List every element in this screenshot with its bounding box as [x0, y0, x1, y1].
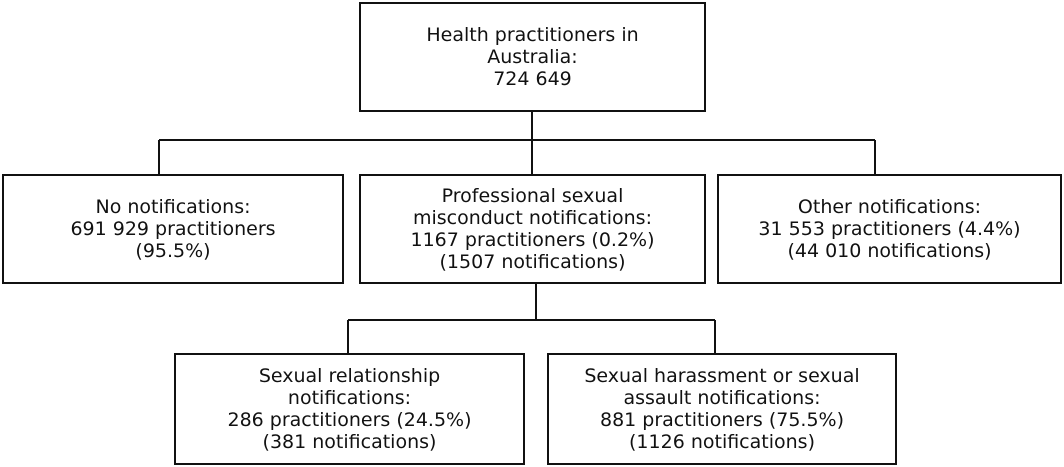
node-sexual-relationship [174, 353, 525, 465]
node-line: 1167 practitioners (0.2%) [410, 229, 655, 251]
node-line: 881 practitioners (75.5%) [599, 409, 844, 431]
node-line: notifications: [287, 387, 412, 409]
node-line: assault notifications: [623, 387, 821, 409]
root-node-line: Australia: [487, 46, 578, 68]
node-professional-sexual-misconduct [359, 174, 706, 284]
node-line: misconduct notifications: [413, 207, 652, 229]
node-line: 691 929 practitioners [70, 218, 276, 240]
node-line: (44 010 notifications) [787, 240, 992, 262]
node-line: Sexual relationship [258, 365, 441, 387]
node-line: Sexual harassment or sexual [584, 365, 860, 387]
node-line: 286 practitioners (24.5%) [227, 409, 472, 431]
node-line: 31 553 practitioners (4.4%) [758, 218, 1021, 240]
node-line: Other notifications: [797, 196, 982, 218]
root-node-line: Health practitioners in [426, 24, 639, 46]
root-node-line: 724 649 [493, 68, 572, 90]
node-line: (381 notifications) [262, 431, 437, 453]
node-other-notifications [717, 174, 1062, 284]
node-line: Professional sexual [441, 185, 624, 207]
node-line: (1126 notifications) [629, 431, 815, 453]
node-no-notifications [2, 174, 344, 284]
node-line: (1507 notifications) [439, 251, 626, 273]
root-node-health-practitioners [359, 2, 706, 112]
node-sexual-harassment-assault [547, 353, 897, 465]
node-line: No notifications: [95, 196, 251, 218]
node-line: (95.5%) [135, 240, 211, 262]
